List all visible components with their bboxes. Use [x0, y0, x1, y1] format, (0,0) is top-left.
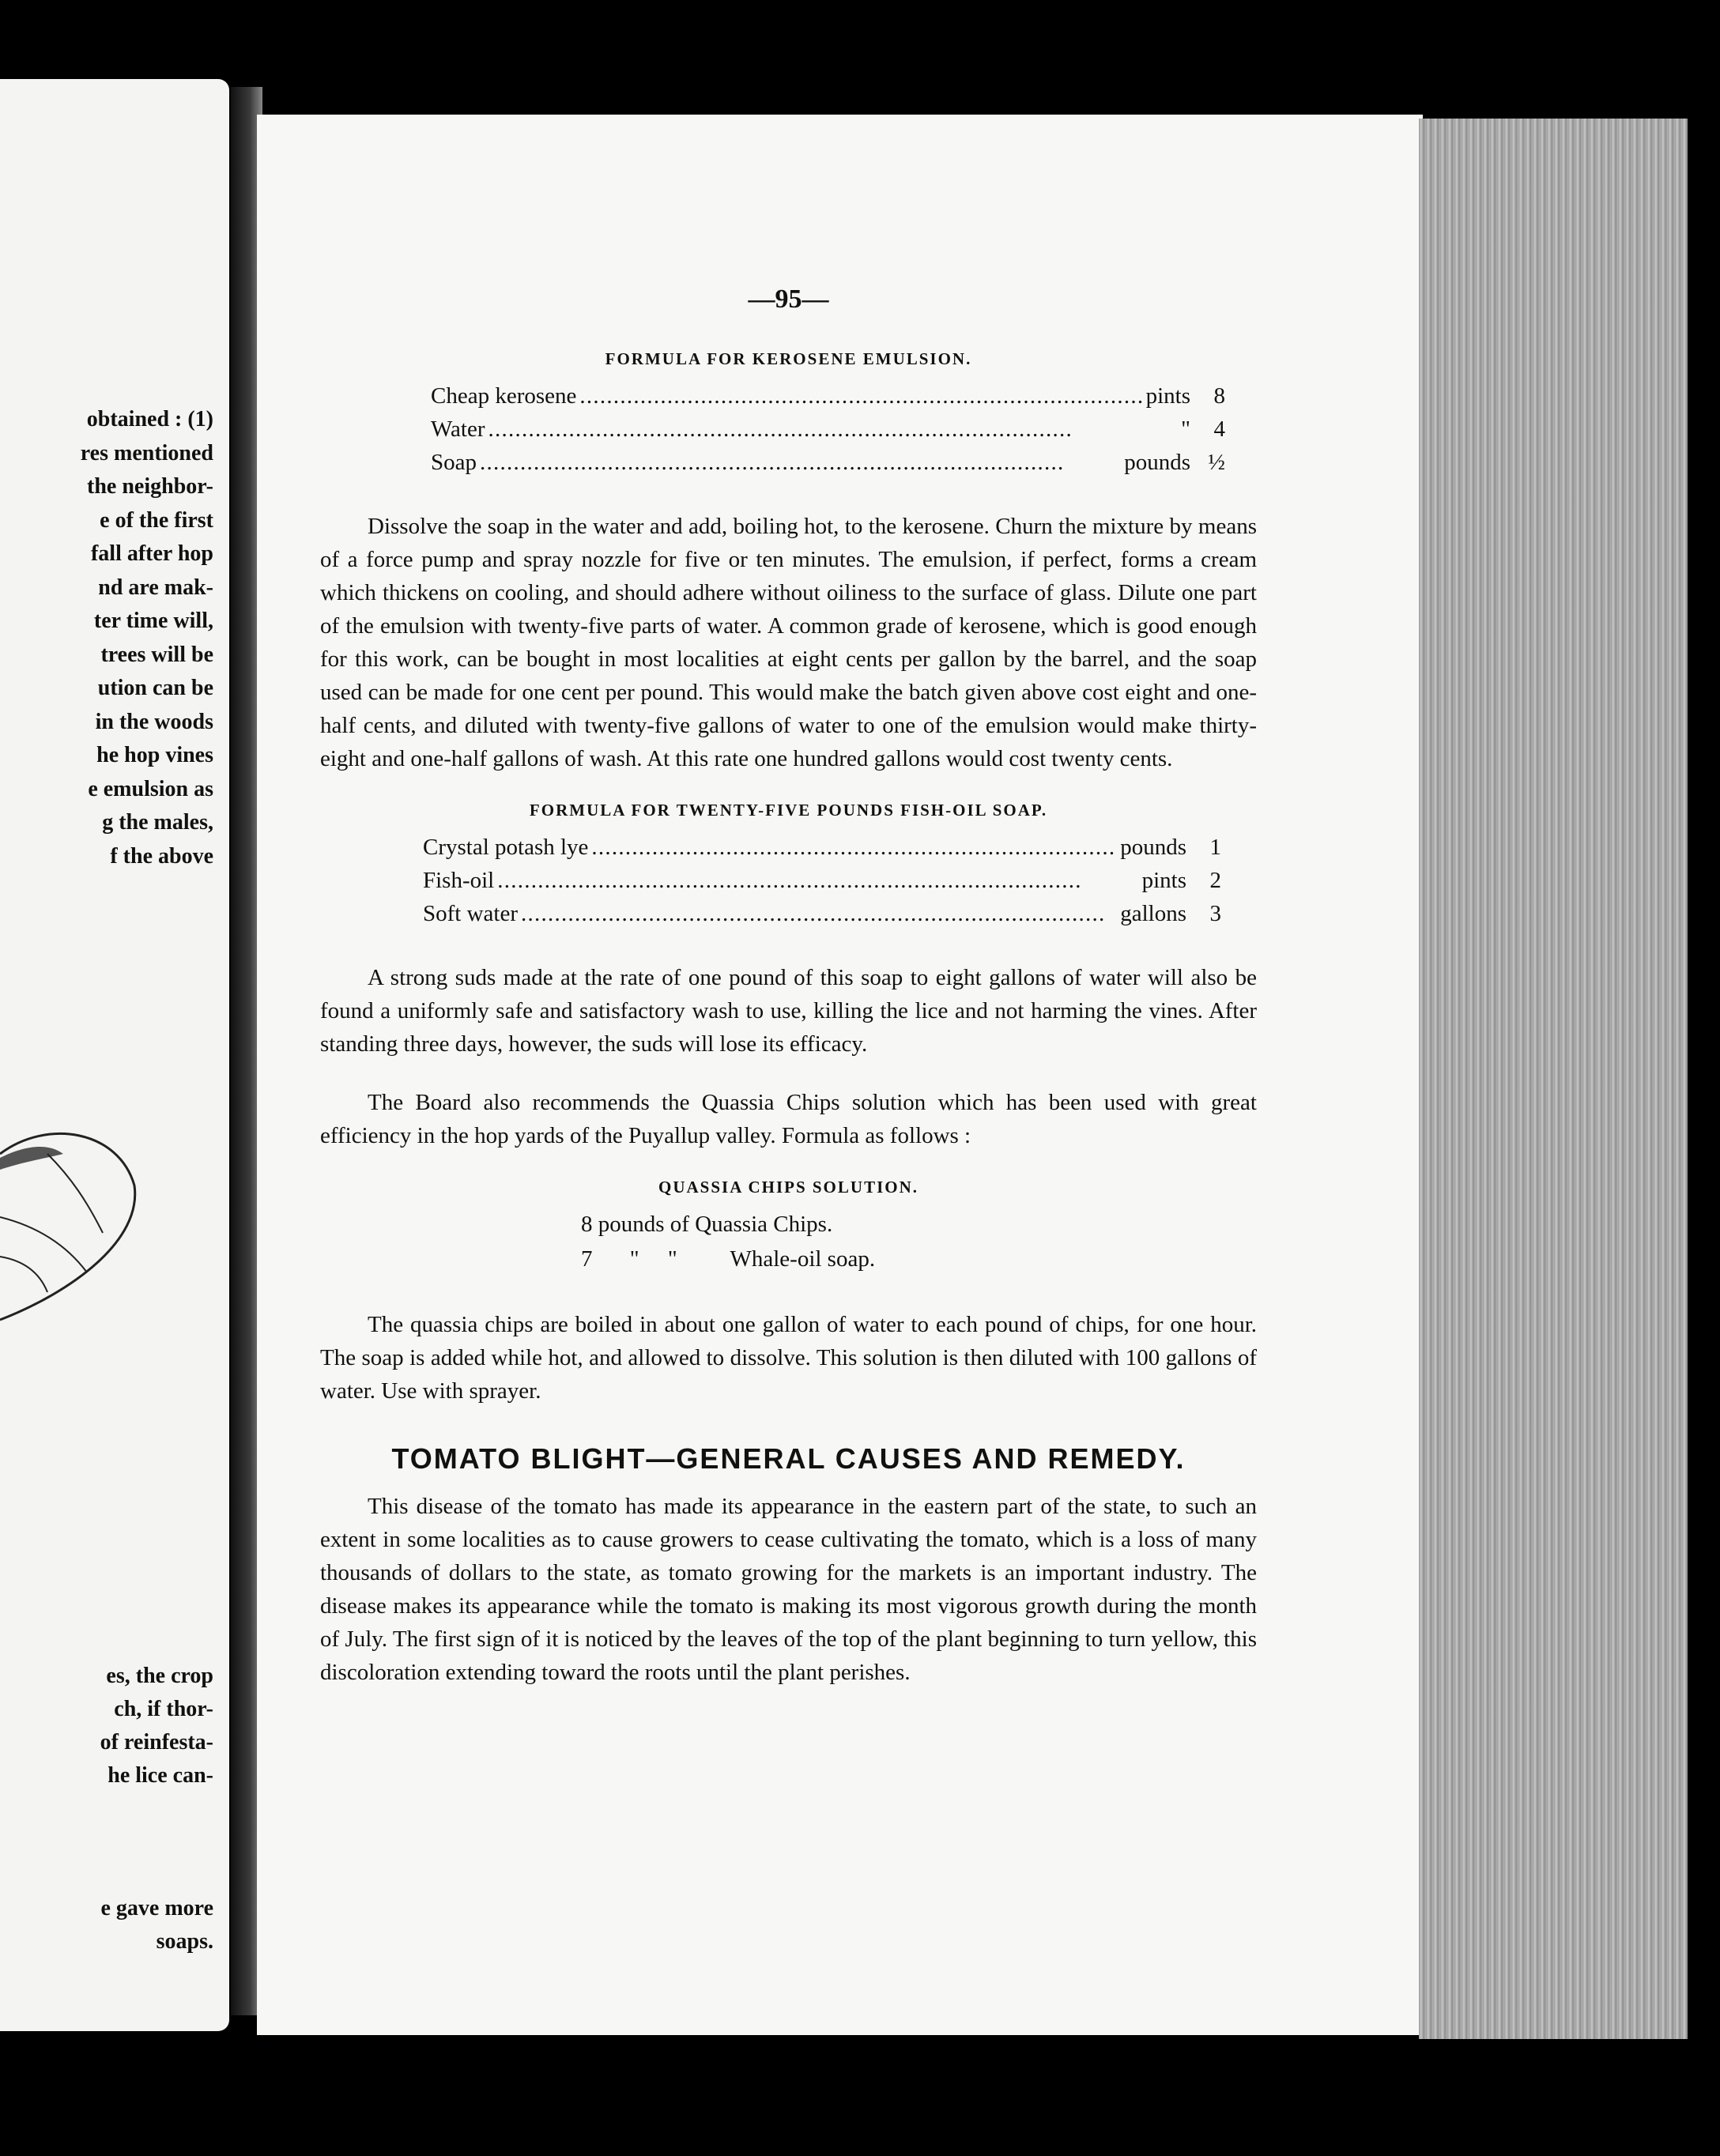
ingredient-unit: pints	[1141, 868, 1186, 893]
left-page-line: ution can be	[97, 676, 213, 700]
left-page-line: ch, if thor-	[114, 1697, 213, 1721]
left-page-line: he hop vines	[96, 743, 213, 767]
left-page-line: e emulsion as	[88, 776, 213, 801]
insect-wing-illustration	[0, 1122, 142, 1328]
kerosene-formula-list	[431, 383, 1225, 483]
page-content	[320, 285, 1257, 1714]
left-page-line: g the males,	[102, 810, 213, 835]
tomato-section-title: TOMATO BLIGHT—GENERAL CAUSES AND REMEDY.	[391, 1442, 1186, 1475]
fish-oil-formula-heading: FORMULA FOR TWENTY-FIVE POUNDS FISH-OIL SOAP.	[529, 801, 1048, 820]
ingredient-name: Soft water	[423, 901, 518, 926]
page-stack-edge	[1419, 119, 1688, 2039]
fish-oil-formula-list	[423, 835, 1221, 934]
left-page-line: the neighbor-	[87, 474, 213, 499]
left-page-line: e of the first	[100, 507, 213, 533]
quassia-line-2-number: 7	[581, 1246, 593, 1272]
quassia-line-2	[581, 1246, 1257, 1281]
ingredient-name: Crystal potash lye	[423, 835, 589, 860]
left-page-line: fall after hop	[90, 541, 213, 566]
board-paragraph: The Board also recommends the Quassia Chips solution which has been used with great efficiency in the hop yards of the Puyallup valley. Formula as follows :	[320, 1090, 1257, 1148]
left-facing-page	[0, 79, 229, 2031]
formula-row	[431, 450, 1225, 483]
formula-row	[431, 383, 1225, 416]
left-page-line: f the above	[110, 843, 213, 869]
ingredient-unit: pounds	[1124, 450, 1190, 475]
left-page-line	[0, 1792, 213, 1826]
left-page-line	[0, 1859, 213, 1892]
formula-row	[431, 416, 1225, 450]
formula-row	[423, 901, 1221, 934]
tomato-paragraph: This disease of the tomato has made its appearance in the eastern part of the state, to such an extent in some localities as to cause growers to cease cultivating the tomato, which is a loss of many thousands of dollars to the state, as tomato growing for the markets is an important industry. The disease makes its appearance while the tomato is making its most vigorous growth during the month of July. The first sign of it is noticed by the leaves of the top of the plant beginning to turn yellow, this discoloration extending toward the roots until the plant perishes.	[320, 1494, 1257, 1685]
leader-dots	[497, 868, 1138, 894]
left-page-line: soaps.	[156, 1929, 213, 1954]
ingredient-quantity: 2	[1209, 868, 1221, 893]
ingredient-quantity: 3	[1209, 901, 1221, 926]
ingredient-name: Soap	[431, 450, 477, 475]
quassia-paragraph: The quassia chips are boiled in about one gallon of water to each pound of chips, for one hour. The soap is added while hot, and allowed to dissolve. This solution is then diluted with 100 gallons of water. Use with sprayer.	[320, 1312, 1257, 1404]
left-page-line: res mentioned	[80, 440, 213, 466]
left-page-line: nd are mak-	[98, 575, 213, 600]
left-page-line: obtained : (1)	[86, 407, 213, 432]
ingredient-quantity: 4	[1213, 416, 1225, 442]
ingredient-quantity: 1	[1209, 835, 1221, 860]
left-page-line	[0, 1826, 213, 1859]
quassia-ingredients	[320, 1212, 1257, 1281]
ingredient-name: Cheap kerosene	[431, 383, 577, 409]
kerosene-formula-heading: FORMULA FOR KEROSENE EMULSION.	[605, 349, 972, 368]
leader-dots	[579, 383, 1142, 409]
formula-row	[423, 835, 1221, 868]
left-page-text-top	[0, 403, 213, 873]
quassia-line-2-text: Whale-oil soap.	[730, 1246, 876, 1272]
ingredient-unit: gallons	[1120, 901, 1186, 926]
ingredient-quantity: ½	[1208, 450, 1225, 475]
kerosene-paragraph: Dissolve the soap in the water and add, boiling hot, to the kerosene. Churn the mixture by means of a force pump and spray nozzle for five or ten minutes. The emulsion, if perfect, forms a cream which thickens on cooling, and should adhere without oiliness to the surface of glass. Dilute one part of the emulsion with twenty-five parts of water. A common grade of kerosene, which is good enough for this work, can be bought in most localities at eight cents per gallon by the barrel, and the soap used can be made for one cent per pound. This would make the batch given above cost eight and one-half cents, and diluted with twenty-five gallons of water to one of the emulsion would make thirty-eight and one-half gallons of wash. At this rate one hundred gallons would cost twenty cents.	[320, 514, 1257, 771]
leader-dots	[591, 835, 1117, 861]
ditto-marks: " "	[629, 1246, 677, 1272]
leader-dots	[521, 901, 1117, 927]
quassia-heading: QUASSIA CHIPS SOLUTION.	[658, 1178, 918, 1197]
page-number: —95—	[748, 285, 829, 314]
ingredient-unit: pounds	[1120, 835, 1186, 860]
left-page-text-bottom	[0, 1660, 213, 1958]
left-page-line: trees will be	[100, 642, 213, 667]
ingredient-name: Water	[431, 416, 485, 442]
leader-dots	[488, 416, 1179, 443]
ingredient-quantity: 8	[1213, 383, 1225, 409]
formula-row	[423, 868, 1221, 901]
fish-oil-paragraph: A strong suds made at the rate of one pound of this soap to eight gallons of water will also be found a uniformly safe and satisfactory wash to use, killing the lice and not harming the vines. After standing three days, however, the suds will lose its efficacy.	[320, 965, 1257, 1057]
leader-dots	[480, 450, 1121, 476]
quassia-line-1: 8 pounds of Quassia Chips.	[581, 1212, 833, 1237]
left-page-line: e gave more	[100, 1896, 213, 1920]
left-page-line: es, the crop	[106, 1664, 213, 1688]
left-page-line: he lice can-	[108, 1763, 213, 1788]
left-page-line: of reinfesta-	[100, 1730, 213, 1755]
left-page-line: in the woods	[95, 709, 213, 734]
ingredient-unit: "	[1181, 416, 1190, 442]
ingredient-name: Fish-oil	[423, 868, 495, 893]
ingredient-unit: pints	[1145, 383, 1190, 409]
left-page-line: ter time will,	[93, 609, 213, 633]
